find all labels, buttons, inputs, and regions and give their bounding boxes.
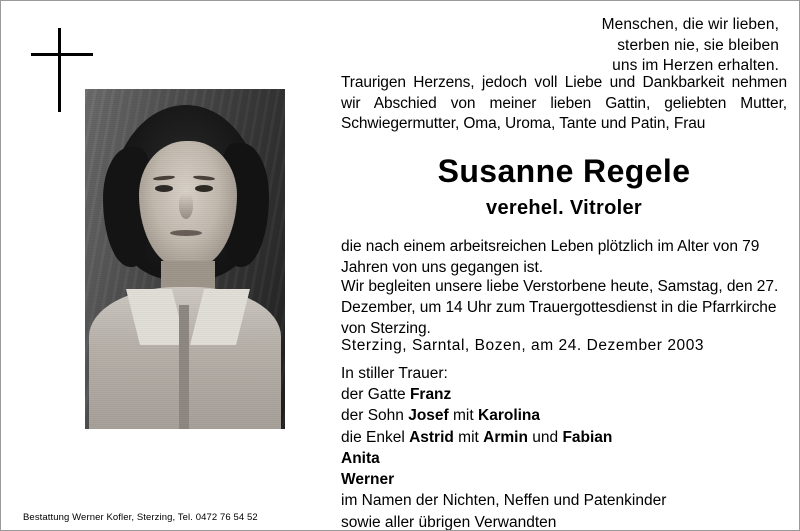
funeral-paragraph: Wir begleiten unsere liebe Verstorbene heute, Samstag, den 27. Dezember, um 14 Uhr zum Trauergottesdienst in die Pfarrkirche von Sterzing. [341,278,779,337]
intro-paragraph: Traurigen Herzens, jedoch voll Liebe und Dankbarkeit nehmen wir Abschied von meiner lieben Gattin, geliebten Mutter, Schwiegermutter, Oma, Uroma, Tante und Patin, Frau [341,74,787,133]
mourning-closing-line: sowie aller übrigen Verwandten [341,513,557,531]
motto-line-1: Menschen, die wir lieben, [601,16,779,33]
mourning-header: In stiller Trauer: [341,365,448,382]
motto-line-2: sterben nie, sie bleiben [617,36,779,54]
left-column [1,1,319,531]
age-paragraph: die nach einem arbeitsreichen Leben plötzlich im Alter von 79 Jahren von uns gegangen ist. [341,238,760,276]
mourning-block [341,363,787,531]
mourning-prefix: der Sohn [341,407,409,425]
right-column [341,1,789,531]
mourning-line [341,448,787,469]
mourning-line [341,384,787,405]
mourning-connector: mit [453,428,484,446]
mourning-name: Franz [409,386,452,404]
mourning-name: Karolina [478,407,541,425]
mourning-name: Astrid [409,428,454,446]
places-and-date: Sterzing, Sarntal, Bozen, am 24. Dezember 2003 [341,337,705,354]
photo-grain-overlay [85,89,285,429]
mourning-connector: und [527,428,563,446]
mourning-line [341,405,787,426]
motto-block [602,15,779,77]
cross-icon [31,28,93,112]
mourning-connector: mit [448,407,478,425]
mourning-name: Armin [483,428,528,446]
mourning-line [341,469,787,490]
mourning-name: Josef [408,407,449,425]
mourning-name: Anita [341,449,380,467]
mourning-name: Fabian [562,428,613,446]
motto-line-3: uns im Herzen erhalten. [612,57,779,75]
deceased-name: Susanne Regele [437,153,691,189]
mourning-line [341,427,787,448]
portrait-photo [85,89,285,429]
cross-vertical-bar [58,28,61,112]
funeral-home-footer: Bestattung Werner Kofler, Sterzing, Tel. 0472 76 54 52 [23,512,258,523]
mourning-name: Werner [341,471,395,489]
mourning-prefix: der Gatte [341,386,410,404]
deceased-maiden-name: verehel. Vitroler [486,197,642,219]
cross-horizontal-bar [31,53,93,56]
mourning-prefix: die Enkel [341,428,410,446]
mourning-closing-line: im Namen der Nichten, Neffen und Patenkinder [341,492,667,510]
